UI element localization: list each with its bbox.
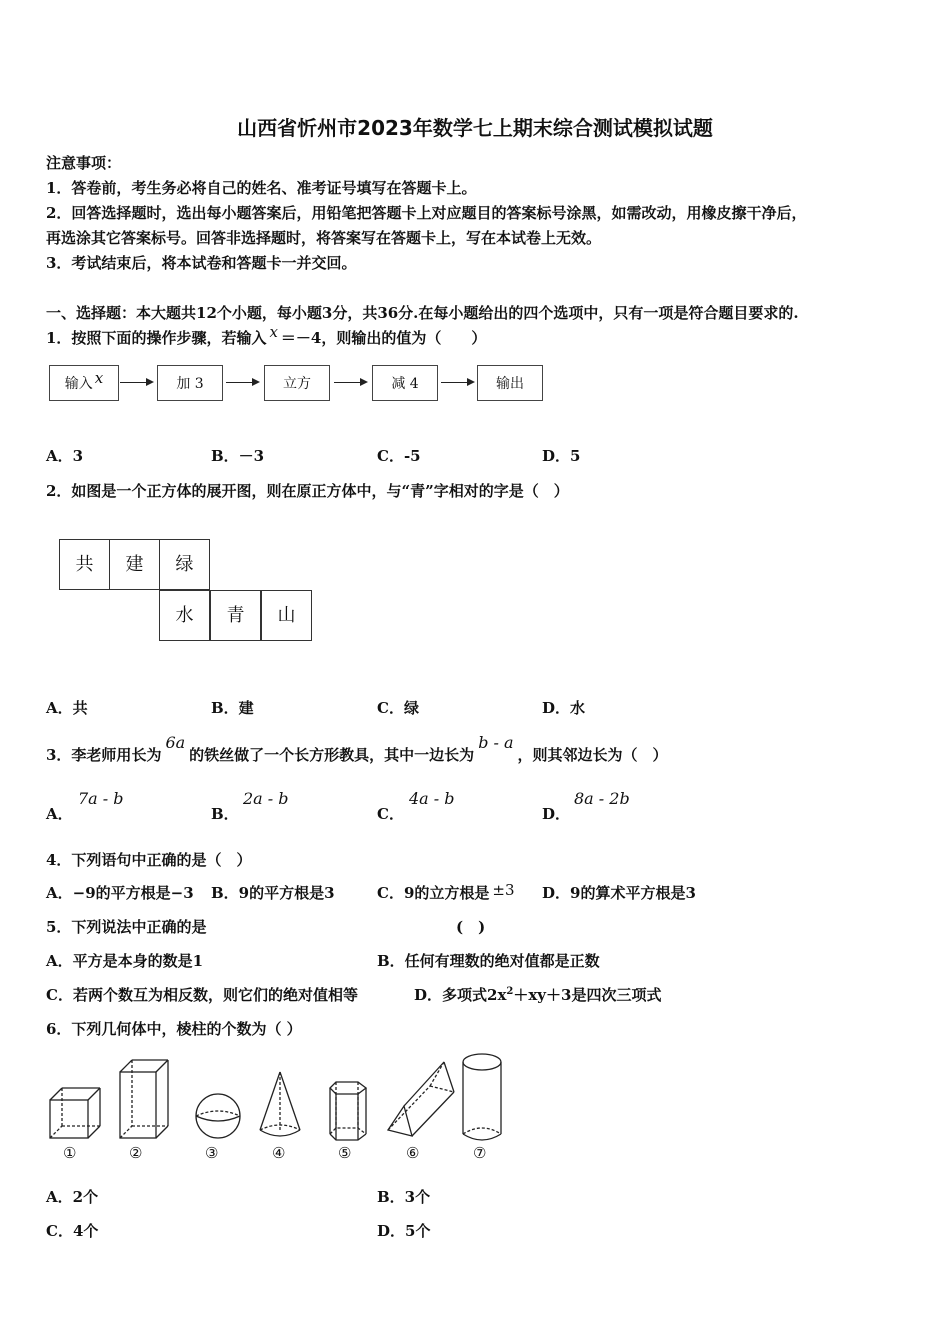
q2-option-b: B．建 [211, 699, 254, 717]
solid-1-cube [50, 1088, 100, 1138]
solid-2-cuboid [120, 1060, 168, 1138]
q2-stem: 2．如图是一个正方体的展开图，则在原正方体中，与“青”字相对的字是（ ） [46, 482, 569, 500]
q1-option-a: A．3 [46, 447, 84, 465]
q1-option-c: C．-5 [377, 447, 421, 465]
flow-box-input-var: x [94, 369, 104, 387]
q3-option-a-expr: 7a - b [78, 789, 124, 808]
flow-arrow-2 [226, 382, 258, 383]
q5-option-c: C．若两个数互为相反数，则它们的绝对值相等 [46, 986, 358, 1004]
solid-label-4: ④ [272, 1144, 286, 1162]
q5-option-d-b: ＋xy＋3是四次三项式 [513, 986, 662, 1004]
q3-side: b - a [478, 733, 514, 752]
q5-option-b: B．任何有理数的绝对值都是正数 [377, 952, 600, 970]
flow-arrow-1 [120, 382, 152, 383]
q5-option-a: A．平方是本身的数是1 [46, 952, 204, 970]
q2-option-c: C．绿 [377, 699, 419, 717]
q3-option-a-label: A． [46, 805, 73, 823]
q3-option-b-expr: 2a - b [243, 789, 289, 808]
q4-option-c-expr: ±3 [492, 881, 515, 899]
flow-box-input-label: 输入 [64, 376, 93, 392]
q3-option-b-label: B． [211, 805, 239, 823]
q5-paren: ( ) [456, 918, 486, 936]
q3-option-d-label: D． [542, 805, 571, 823]
solid-7-cylinder [463, 1054, 501, 1140]
q1-variable: x [269, 323, 278, 341]
net-cell-qing: 青 [210, 590, 261, 641]
q4-option-c [377, 882, 515, 903]
note-2b: 再选涂其它答案标号。回答非选择题时，将答案写在答题卡上，写在本试卷上无效。 [46, 229, 602, 247]
q3-stem-b: 的铁丝做了一个长方形教具，其中一边长为 [189, 746, 475, 764]
q5-stem: 5．下列说法中正确的是 [46, 918, 207, 936]
q3-option-c-expr: 4a - b [409, 789, 455, 808]
q4-stem: 4．下列语句中正确的是（ ） [46, 851, 252, 869]
solid-label-3: ③ [205, 1144, 219, 1162]
q4-option-c-text: C．9的立方根是 [377, 884, 490, 902]
solid-label-7: ⑦ [473, 1144, 487, 1162]
q6-option-d: D．5个 [377, 1222, 431, 1240]
q6-option-a: A．2个 [46, 1188, 99, 1206]
q5-option-d-a: D．多项式2x [414, 986, 507, 1004]
q4-option-a: A．−9的平方根是−3 [46, 884, 194, 902]
page-title: 山西省忻州市2023年数学七上期末综合测试模拟试题 [237, 116, 713, 140]
net-cell-shui: 水 [159, 590, 210, 641]
flow-arrow-4 [441, 382, 473, 383]
q6-stem: 6．下列几何体中，棱柱的个数为（ ） [46, 1020, 302, 1038]
q6-option-b: B．3个 [377, 1188, 431, 1206]
flow-box-sub4: 减 4 [372, 365, 438, 401]
note-2a: 2．回答选择题时，选出每小题答案后，用铅笔把答题卡上对应题目的答案标号涂黑，如需改动，用橡皮擦干净后， [46, 204, 807, 222]
note-3: 3．考试结束后，将本试卷和答题卡一并交回。 [46, 254, 357, 272]
q3-stem-a: 3．李老师用长为 [46, 746, 162, 764]
solid-6-triangular-prism [388, 1062, 454, 1136]
solid-3-sphere [196, 1094, 240, 1138]
flow-box-add3: 加 3 [157, 365, 223, 401]
section-heading: 一、选择题：本大题共12个小题，每小题3分，共36分.在每小题给出的四个选项中，只有一项是符合题目要求的. [46, 304, 799, 322]
q1-option-d: D．5 [542, 447, 581, 465]
solid-5-hexagonal-prism [330, 1082, 366, 1140]
solid-4-cone [260, 1072, 300, 1136]
net-cell-lv: 绿 [159, 539, 210, 590]
q2-option-a: A．共 [46, 699, 88, 717]
solid-label-2: ② [129, 1144, 143, 1162]
q2-option-d: D．水 [542, 699, 586, 717]
note-1: 1．答卷前，考生务必将自己的姓名、准考证号填写在答题卡上。 [46, 179, 477, 197]
flow-box-input [49, 365, 119, 401]
net-cell-gong: 共 [59, 539, 110, 590]
solids-figure [40, 1048, 510, 1146]
q1-option-b: B．－3 [211, 447, 265, 465]
q1-stem-a: 1．按照下面的操作步骤，若输入 [46, 329, 267, 347]
q3-option-c-label: C． [377, 805, 404, 823]
solid-label-1: ① [63, 1144, 77, 1162]
solid-label-6: ⑥ [406, 1144, 420, 1162]
notes-heading: 注意事项： [46, 154, 122, 172]
q5-option-d [414, 984, 661, 1005]
net-cell-shan: 山 [261, 590, 312, 641]
flow-arrow-3 [334, 382, 366, 383]
q4-option-d: D．9的算术平方根是3 [542, 884, 696, 902]
q3-option-d-expr: 8a - 2b [574, 789, 630, 808]
q5-option-d-sup: 2 [506, 986, 514, 997]
q3-stem [46, 733, 668, 765]
net-cell-jian: 建 [109, 539, 160, 590]
q1-stem-b: ＝－4，则输出的值为（ ） [280, 329, 487, 347]
flow-box-cube: 立方 [264, 365, 330, 401]
q6-option-c: C．4个 [46, 1222, 99, 1240]
q3-stem-c: ，则其邻边长为（ ） [517, 746, 668, 764]
flow-box-output: 输出 [477, 365, 543, 401]
q3-length: 6a [165, 733, 186, 752]
q4-option-b: B．9的平方根是3 [211, 884, 335, 902]
q1-stem [46, 323, 487, 348]
solid-label-5: ⑤ [338, 1144, 352, 1162]
